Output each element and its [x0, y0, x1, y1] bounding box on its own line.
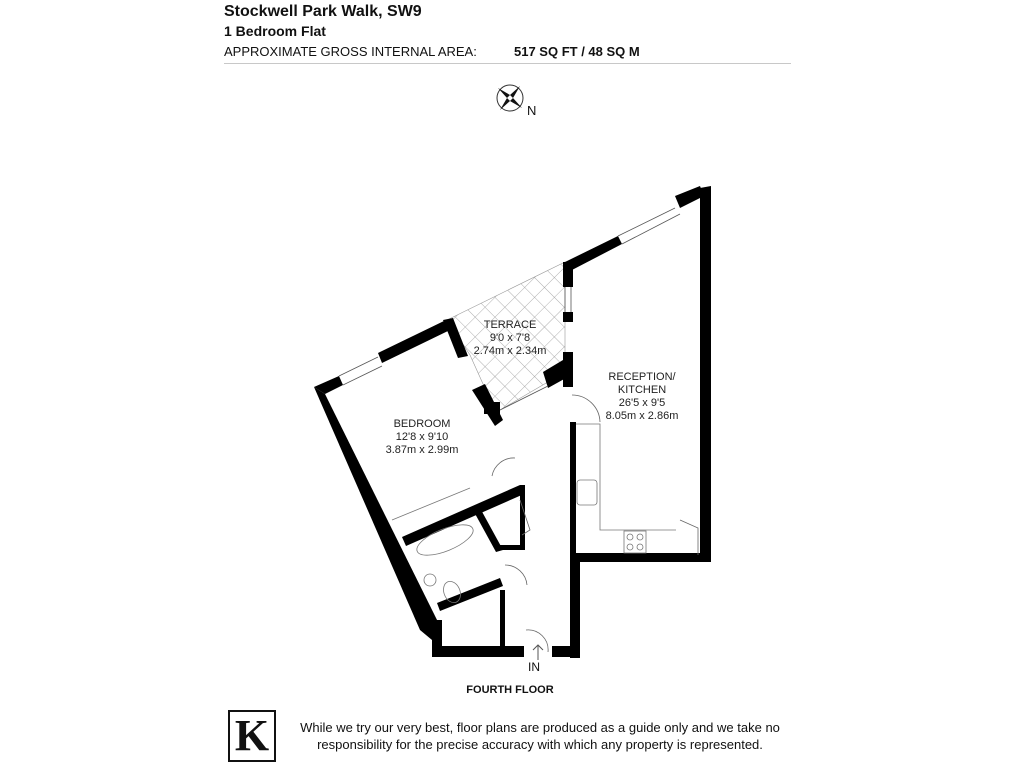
bedroom-label — [382, 418, 462, 457]
reception-name-2: KITCHEN — [617, 384, 667, 396]
terrace-name: TERRACE — [483, 319, 537, 331]
terrace-imperial: 9'0 x 7'8 — [489, 332, 531, 344]
bedroom-name: BEDROOM — [393, 418, 451, 430]
area-value: 517 SQ FT / 48 SQ M — [514, 44, 640, 59]
reception-label — [598, 371, 686, 423]
disclaimer — [276, 719, 798, 753]
entrance-arrow-icon — [533, 645, 543, 660]
disclaimer-line-1: While we try our very best, floor plans are produced as a guide only and we take no — [300, 720, 780, 735]
bedroom-imperial: 12'8 x 9'10 — [395, 431, 449, 443]
compass-rose-icon — [497, 85, 523, 111]
terrace-label — [470, 319, 550, 358]
disclaimer-line-2: responsibility for the precise accuracy with which any property is represented. — [317, 737, 763, 752]
reception-name-1: RECEPTION/ — [608, 371, 676, 383]
north-label: N — [527, 103, 537, 118]
bedroom-metric: 3.87m x 2.99m — [385, 444, 459, 456]
entrance-label: IN — [528, 660, 540, 674]
agency-logo: K — [228, 710, 276, 762]
terrace-metric: 2.74m x 2.34m — [473, 345, 547, 357]
floor-label: FOURTH FLOOR — [466, 684, 554, 696]
property-subtitle: 1 Bedroom Flat — [224, 23, 326, 39]
footer — [228, 708, 798, 764]
property-title: Stockwell Park Walk, SW9 — [224, 3, 422, 20]
kitchen-units — [576, 424, 676, 553]
reception-imperial: 26'5 x 9'5 — [618, 397, 666, 409]
reception-metric: 8.05m x 2.86m — [605, 410, 679, 422]
area-label: APPROXIMATE GROSS INTERNAL AREA: — [224, 44, 477, 59]
